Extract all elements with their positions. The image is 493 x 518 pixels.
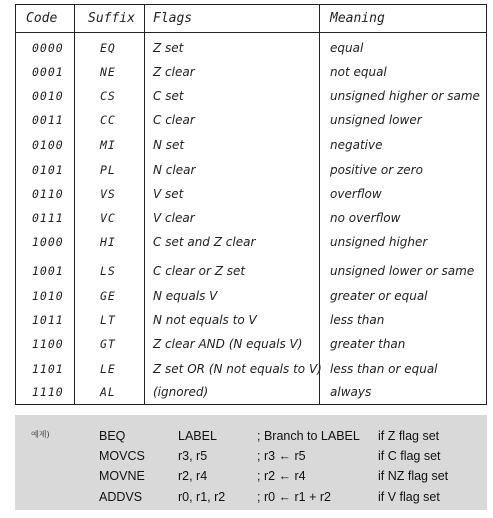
cell-code: 1011 (32, 313, 64, 327)
cell-flags: Z set (153, 41, 184, 55)
table-row (16, 358, 486, 382)
cell-flags: N set (153, 138, 185, 152)
cell-flags: N equals V (153, 289, 218, 303)
cell-suffix: LS (100, 264, 116, 278)
cell-code: 0110 (32, 187, 64, 201)
cell-flags: C clear (153, 113, 195, 127)
cell-code: 0101 (32, 163, 64, 177)
example-op: BEQ (99, 429, 126, 443)
table-row (16, 85, 486, 109)
cell-suffix: VS (100, 187, 116, 201)
header-flags: Flags (153, 11, 193, 26)
cell-code: 0001 (32, 65, 64, 79)
table-row (16, 309, 486, 333)
cell-suffix: LE (100, 362, 116, 376)
cell-suffix: NE (100, 65, 116, 79)
example-operands: r2, r4 (178, 469, 208, 483)
cell-flags: Z clear AND (N equals V) (153, 337, 303, 351)
table-row (16, 207, 486, 231)
cell-flags: N clear (153, 163, 196, 177)
example-note: if V flag set (378, 490, 440, 504)
cell-meaning: always (330, 385, 372, 399)
cell-code: 0011 (32, 113, 64, 127)
cell-flags: Z clear (153, 65, 195, 79)
example-op: MOVNE (99, 469, 145, 483)
example-comment: ; r3 ← r5 (257, 449, 306, 463)
cell-code: 1001 (32, 264, 64, 278)
cell-meaning: less than (330, 313, 385, 327)
cell-code: 1101 (32, 362, 64, 376)
table-row (16, 381, 486, 405)
table-row (16, 333, 486, 357)
cell-code: 0111 (32, 211, 64, 225)
cell-meaning: greater than (330, 337, 406, 351)
header-meaning: Meaning (330, 11, 385, 26)
example-label: 예제) (31, 430, 50, 439)
cell-suffix: CS (100, 89, 116, 103)
header-code: Code (26, 11, 58, 26)
cell-suffix: MI (100, 138, 116, 152)
cell-code: 0010 (32, 89, 64, 103)
cell-code: 1110 (32, 385, 64, 399)
example-row (15, 449, 487, 469)
example-comment: ; Branch to LABEL (257, 429, 360, 443)
cell-meaning: unsigned lower or same (330, 264, 475, 278)
example-operands: LABEL (178, 429, 217, 443)
cell-suffix: PL (100, 163, 116, 177)
cell-suffix: LT (100, 313, 116, 327)
cell-meaning: negative (330, 138, 383, 152)
table-row (16, 260, 486, 284)
cell-code: 1010 (32, 289, 64, 303)
cell-suffix: AL (100, 385, 116, 399)
example-operands: r3, r5 (178, 449, 208, 463)
cell-meaning: less than or equal (330, 362, 438, 376)
example-comment: ; r0 ← r1 + r2 (257, 490, 331, 504)
header-suffix: Suffix (88, 11, 135, 26)
cell-suffix: EQ (100, 41, 116, 55)
example-panel (15, 415, 487, 510)
condition-code-table (15, 4, 487, 405)
example-row (15, 469, 487, 489)
table-row (16, 159, 486, 183)
example-op: ADDVS (99, 490, 143, 504)
example-note: if NZ flag set (378, 469, 449, 483)
example-row (15, 429, 487, 449)
cell-suffix: VC (100, 211, 116, 225)
cell-meaning: greater or equal (330, 289, 428, 303)
cell-suffix: HI (100, 235, 116, 249)
cell-meaning: overflow (330, 187, 382, 201)
table-row (16, 37, 486, 61)
table-row (16, 231, 486, 255)
table-row (16, 134, 486, 158)
cell-suffix: CC (100, 113, 116, 127)
cell-meaning: positive or zero (330, 163, 423, 177)
example-note: if C flag set (378, 449, 441, 463)
cell-meaning: equal (330, 41, 364, 55)
cell-flags: Z set OR (N not equals to V) (153, 362, 322, 376)
cell-code: 1100 (32, 337, 64, 351)
cell-flags: C set and Z clear (153, 235, 256, 249)
example-comment: ; r2 ← r4 (257, 469, 306, 483)
cell-flags: C set (153, 89, 184, 103)
cell-meaning: unsigned higher or same (330, 89, 480, 103)
table-row (16, 109, 486, 133)
table-row (16, 183, 486, 207)
cell-meaning: no overflow (330, 211, 401, 225)
cell-flags: N not equals to V (153, 313, 257, 327)
example-note: if Z flag set (378, 429, 440, 443)
table-header (16, 5, 486, 33)
example-operands: r0, r1, r2 (178, 490, 226, 504)
cell-suffix: GE (100, 289, 116, 303)
cell-suffix: GT (100, 337, 116, 351)
example-row (15, 490, 487, 510)
cell-meaning: unsigned lower (330, 113, 422, 127)
cell-flags: C clear or Z set (153, 264, 246, 278)
table-row (16, 285, 486, 309)
cell-code: 0100 (32, 138, 64, 152)
cell-code: 1000 (32, 235, 64, 249)
cell-flags: V set (153, 187, 184, 201)
cell-code: 0000 (32, 41, 64, 55)
cell-flags: V clear (153, 211, 195, 225)
cell-meaning: not equal (330, 65, 387, 79)
table-row (16, 61, 486, 85)
cell-flags: (ignored) (153, 385, 209, 399)
cell-meaning: unsigned higher (330, 235, 428, 249)
example-op: MOVCS (99, 449, 145, 463)
